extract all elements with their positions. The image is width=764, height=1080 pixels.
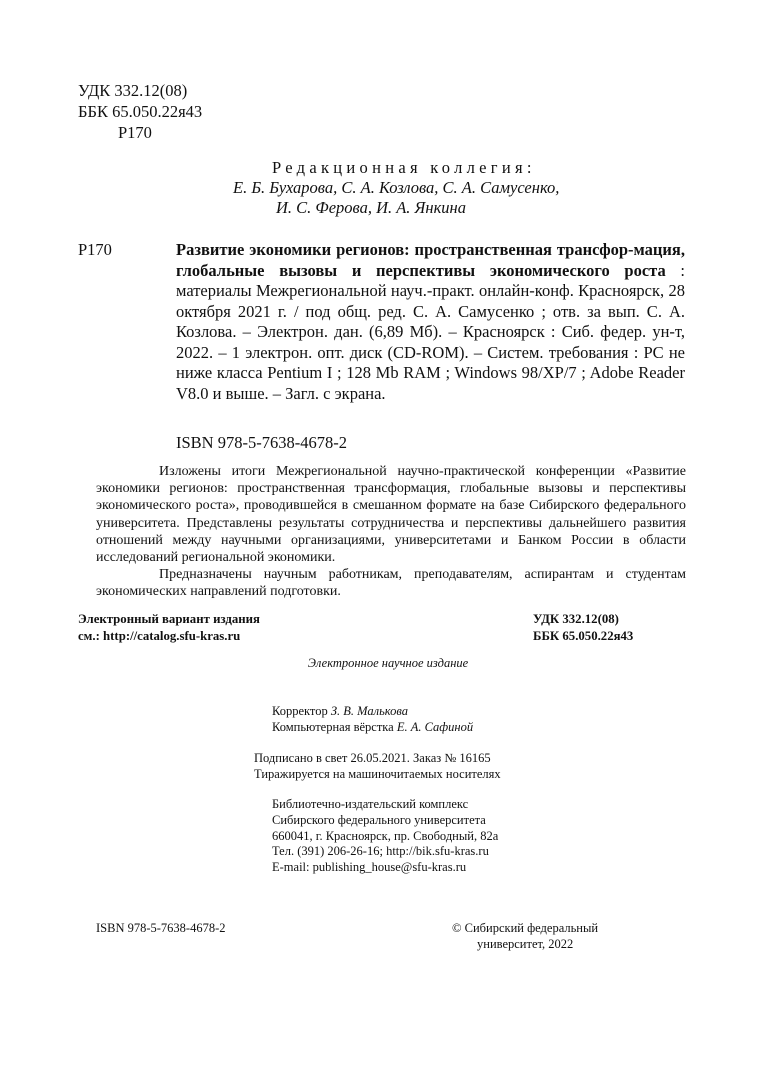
editorial-board-names [180,178,680,218]
layout-line [272,719,473,735]
catalog-isbn: ISBN 978-5-7638-4678-2 [176,433,347,452]
copyright-line-2: университет, 2022 [477,937,574,951]
corrector-name: З. В. Малькова [330,704,409,718]
catalog-entry [176,240,685,404]
publisher-line-2: Сибирского федерального университета [272,812,486,827]
publisher-info [272,797,498,876]
electronic-udk: УДК 332.12(08) [533,612,619,626]
electronic-version-link: см.: http://catalog.sfu-kras.ru [78,629,241,643]
electronic-version [78,611,260,645]
abstract-paragraph-1: Изложены итоги Межрегиональной научно-практической конференции «Развитие экономики регионов: пространственная трансформация, глобальные вызовы и перспективы экономического роста», проводившейся в смешанном формате на базе Сибирского федерального университета. Представлены результаты сотрудничества и перспективы дальнейшего развития отношений между научными организациями, университетами и Банком России в области исследований региональной экономики. [96,464,686,566]
electronic-version-label: Электронный вариант издания [78,612,260,626]
corrector-label: Корректор [272,704,331,718]
signing-info [254,750,501,782]
edition-type: Электронное научное издание [307,656,469,670]
editorial-names-line-1: Е. Б. Бухарова, С. А. Козлова, С. А. Самусенко, [233,178,560,197]
book-title: Развитие экономики регионов: пространственная трансфор-мация, глобальные вызовы и перспективы экономического роста [176,240,685,280]
editorial-board-title: Редакционная коллегия: [272,158,536,177]
staff-credits [272,703,473,735]
author-mark: Р170 [118,123,152,142]
editorial-board [180,158,680,218]
abstract [96,463,686,601]
electronic-bbk: ББК 65.050.22я43 [533,629,634,643]
copyright [452,920,598,952]
bbk-code: ББК 65.050.22я43 [78,102,203,121]
publisher-address: 660041, г. Красноярск, пр. Свободный, 82а [272,828,499,843]
copyright-line-1: © Сибирский федеральный [452,921,599,935]
layout-name: Е. А. Сафиной [396,720,474,734]
publisher-email: E-mail: publishing_house@sfu-kras.ru [272,860,467,875]
udk-code: УДК 332.12(08) [78,81,188,100]
book-description: : материалы Межрегиональной науч.-практ. онлайн-конф. Красноярск, 28 октября 2021 г. / под общ. ред. С. А. Самусенко ; отв. за вып. С. А. Козлова. – Электрон. дан. (6,89 Мб). – Красноярск : Сиб. федер. ун-т, 2022. – 1 электрон. опт. диск (CD-ROM). – Систем. требования : PC не ниже класса Pentium I ; 128 Mb RAM ; Windows 98/XP/7 ; Adobe Reader V8.0 и выше. – Загл. с экрана. [176,260,685,403]
publisher-phone: Тел. (391) 206-26-16; http://bik.sfu-kras.ru [272,844,489,859]
publisher-line-1: Библиотечно-издательский комплекс [272,797,469,811]
electronic-codes [533,611,633,645]
abstract-paragraph-2: Предназначены научным работникам, преподавателям, аспирантам и студентам экономических направлений подготовки. [96,567,686,600]
corrector-line [272,703,473,719]
classification-block [78,80,202,143]
footer-isbn: ISBN 978-5-7638-4678-2 [96,921,226,935]
signed-line: Подписано в свет 26.05.2021. Заказ № 16165 [254,751,491,765]
replicated-line: Тиражируется на машиночитаемых носителях [254,767,501,781]
catalog-code: Р170 [78,240,112,259]
editorial-names-line-2: И. С. Ферова, И. А. Янкина [276,198,466,217]
layout-label: Компьютерная вёрстка [272,720,397,734]
